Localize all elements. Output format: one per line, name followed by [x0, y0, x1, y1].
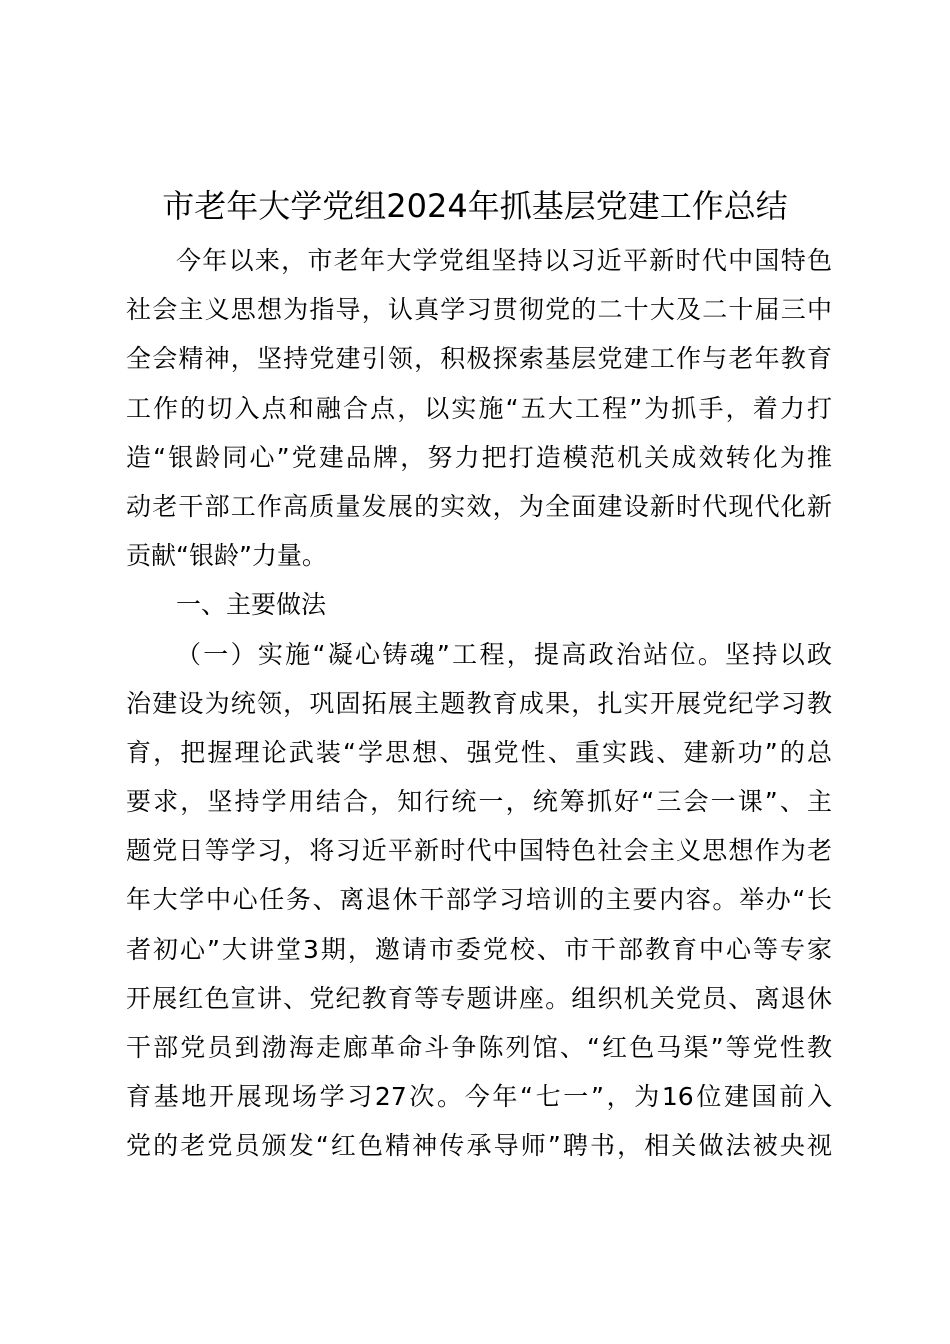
text-line: 治建设为统领，巩固拓展主题教育成果，扎实开展党纪学习教 — [126, 688, 832, 718]
text-line: 社会主义思想为指导，认真学习贯彻党的二十大及二十届三中 — [126, 295, 832, 325]
text-line: （一）实施“凝心铸魂”工程，提高政治站位。坚持以政 — [176, 639, 832, 669]
text-line: 者初心”大讲堂3期，邀请市委党校、市干部教育中心等专家 — [126, 934, 832, 964]
text-line: 造“银龄同心”党建品牌，努力把打造模范机关成效转化为推 — [126, 442, 832, 472]
text-line: 开展红色宣讲、党纪教育等专题讲座。组织机关党员、离退休 — [126, 983, 832, 1013]
text-line: 育，把握理论武装“学思想、强党性、重实践、建新功”的总 — [126, 737, 832, 767]
text-line: 工作的切入点和融合点，以实施“五大工程”为抓手，着力打 — [126, 393, 832, 423]
text-line: 全会精神，坚持党建引领，积极探索基层党建工作与老年教育 — [126, 344, 832, 374]
text-line: 党的老党员颁发“红色精神传承导师”聘书，相关做法被央视 — [126, 1131, 832, 1161]
text-line: 年大学中心任务、离退休干部学习培训的主要内容。举办“长 — [126, 885, 832, 915]
text-line: 干部党员到渤海走廊革命斗争陈列馆、“红色马渠”等党性教 — [126, 1033, 832, 1062]
paragraph-intro — [126, 236, 832, 580]
document-body — [126, 236, 832, 1171]
text-line: 题党日等学习，将习近平新时代中国特色社会主义思想作为老 — [126, 836, 832, 866]
text-line: 动老干部工作高质量发展的实效，为全面建设新时代现代化新 — [126, 491, 832, 521]
text-line: 贡献“银龄”力量。 — [126, 541, 327, 571]
text-line: 要求，坚持学用结合，知行统一，统筹抓好“三会一课”、主 — [126, 787, 832, 817]
paragraph-section-1 — [126, 630, 832, 1171]
text-line: 育基地开展现场学习27次。今年“七一”，为16位建国前入 — [126, 1082, 832, 1112]
section-heading: 一、主要做法 — [176, 590, 327, 620]
text-line: 今年以来，市老年大学党组坚持以习近平新时代中国特色 — [176, 246, 832, 275]
document-title: 市老年大学党组2024年抓基层党建工作总结 — [162, 187, 788, 225]
